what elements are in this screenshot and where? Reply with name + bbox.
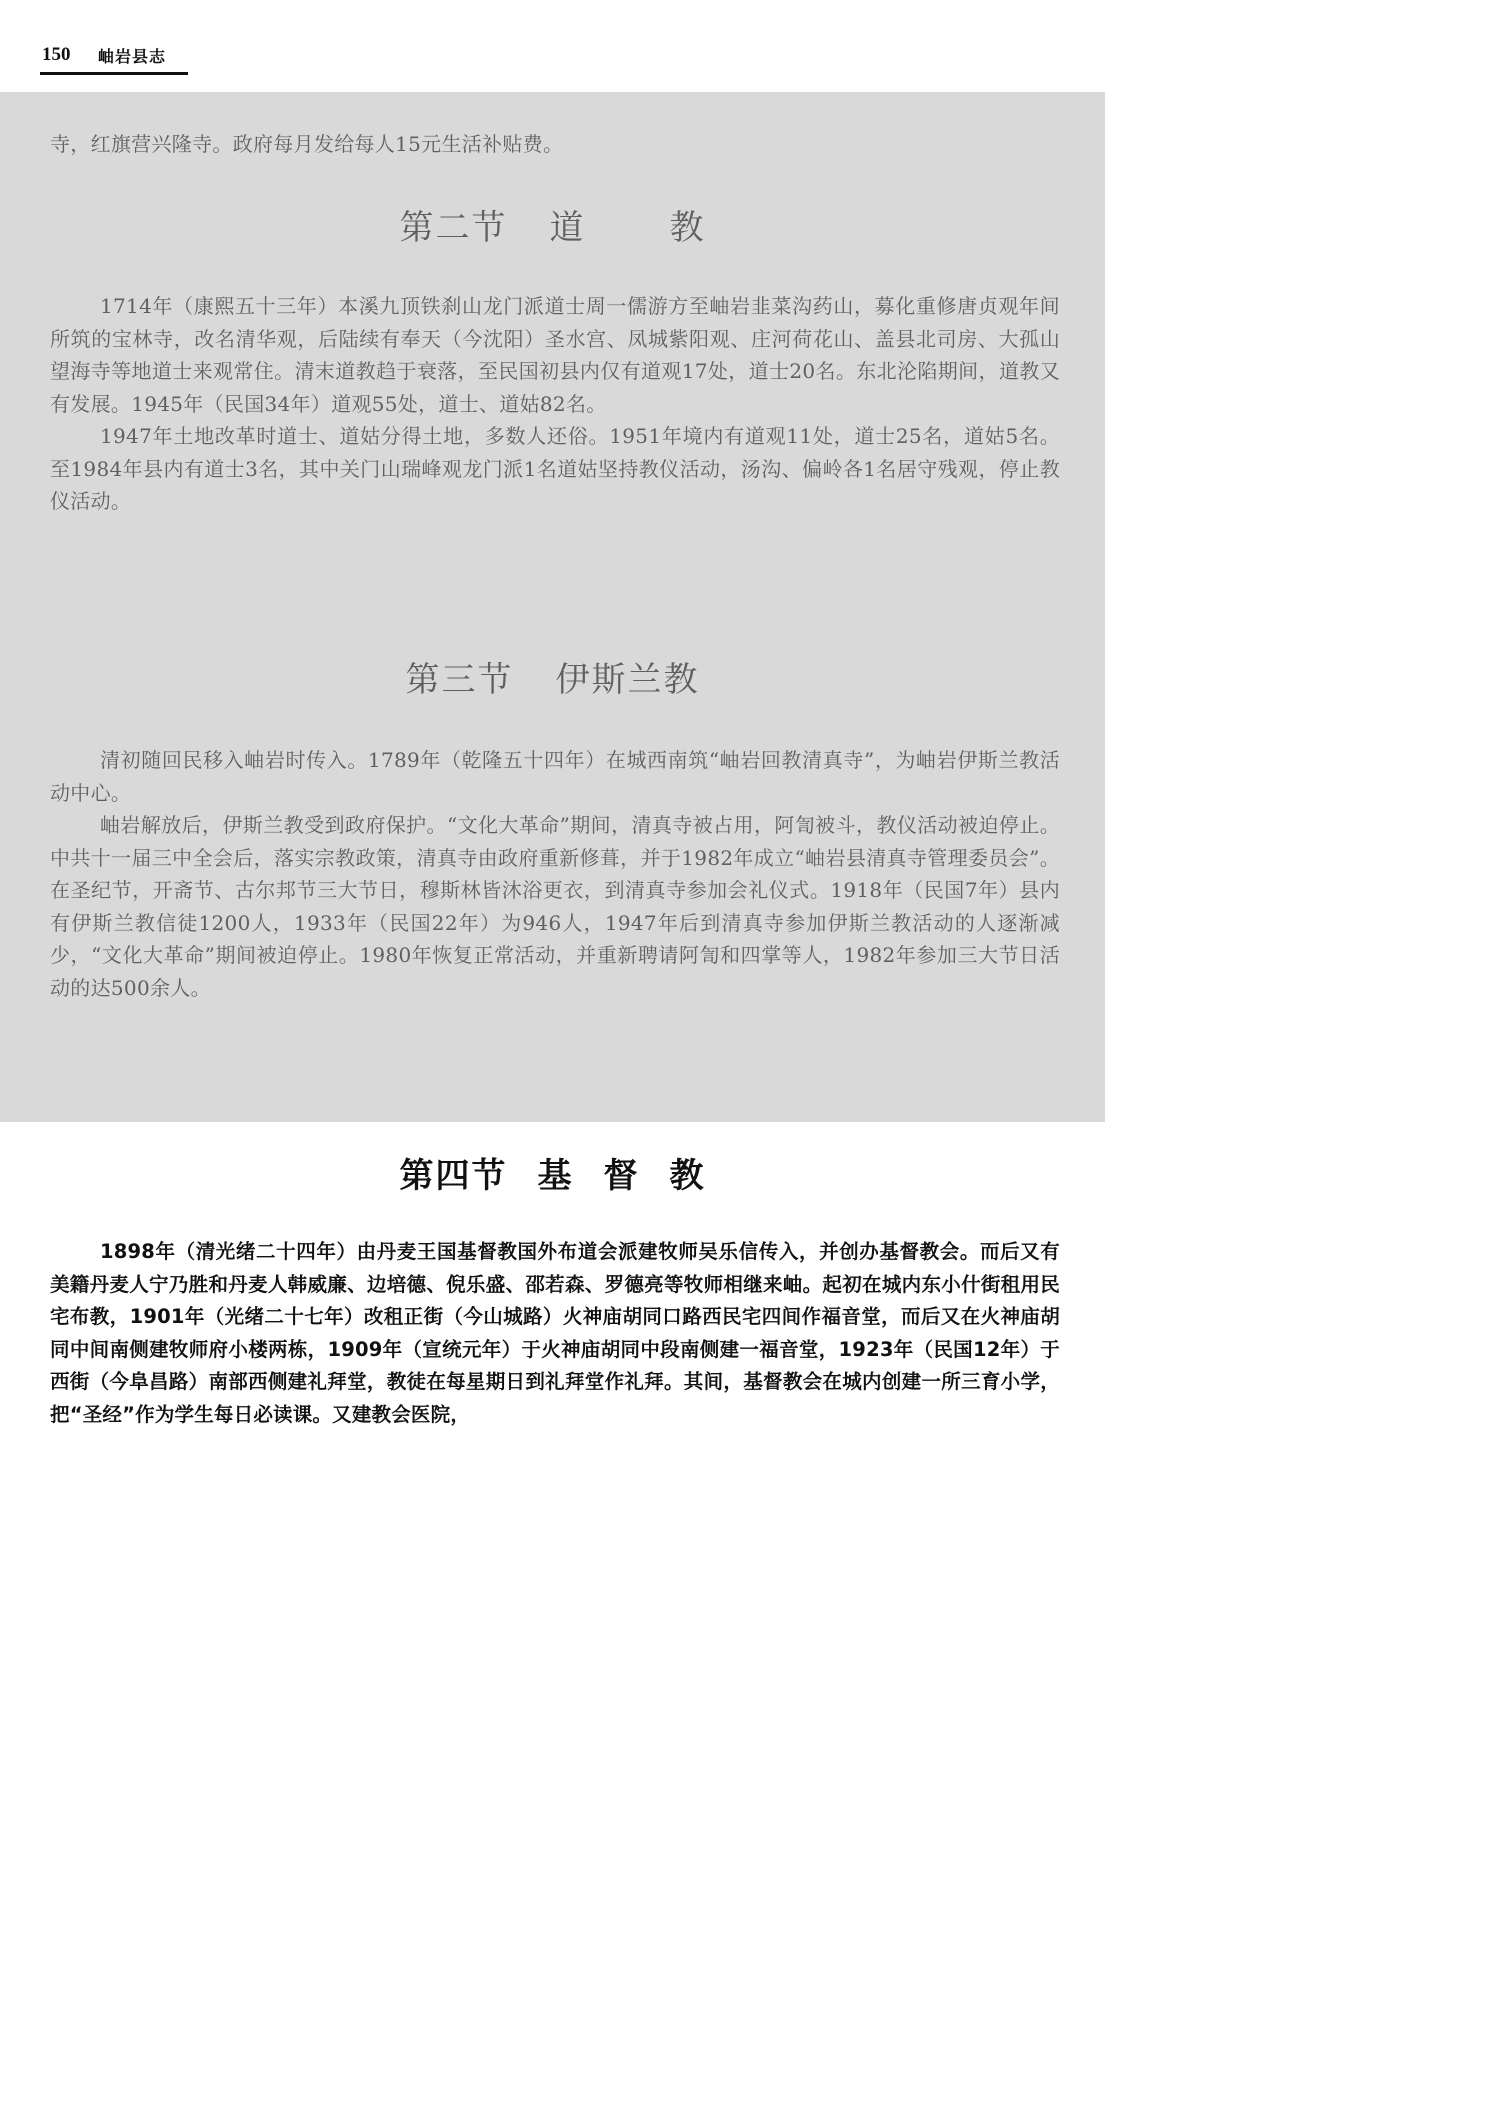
lead-paragraph-block xyxy=(50,128,1060,161)
section2-heading-char: 教 xyxy=(669,208,706,248)
page-number: 150 xyxy=(42,44,71,65)
section4-heading xyxy=(0,1148,1105,1197)
section3-heading-title: 伊斯兰教 xyxy=(555,660,700,700)
section3-heading-prefix: 第三节 xyxy=(405,660,514,700)
section2-heading-prefix: 第二节 xyxy=(399,208,508,248)
book-title: 岫岩县志 xyxy=(98,47,167,66)
section2-heading-char: 道 xyxy=(549,208,586,248)
lead-paragraph: 寺，红旗营兴隆寺。政府每月发给每人15元生活补贴费。 xyxy=(50,132,564,156)
running-header xyxy=(40,42,188,75)
section4-heading-char: 基 xyxy=(537,1156,574,1196)
section2-body xyxy=(50,290,1060,518)
section2-heading xyxy=(0,200,1105,249)
section2-paragraph: 1947年土地改革时道士、道姑分得土地，多数人还俗。1951年境内有道观11处，道士25名，道姑5名。至1984年县内有道士3名，其中关门山瑞峰观龙门派1名道姑坚持教仪活动，汤沟、偏岭各1名居守残观，停止教仪活动。 xyxy=(50,424,1060,513)
section4-heading-char: 督 xyxy=(603,1156,640,1196)
section3-paragraph: 岫岩解放后，伊斯兰教受到政府保护。“文化大革命”期间，清真寺被占用，阿訇被斗，教仪活动被迫停止。中共十一届三中全会后，落实宗教政策，清真寺由政府重新修葺，并于1982年成立“岫岩县清真寺管理委员会”。在圣纪节，开斋节、古尔邦节三大节日，穆斯林皆沐浴更衣，到清真寺参加会礼仪式。1918年（民国7年）县内有伊斯兰教信徒1200人，1933年（民国22年）为946人，1947年后到清真寺参加伊斯兰教活动的人逐渐减少，“文化大革命”期间被迫停止。1980年恢复正常活动，并重新聘请阿訇和四掌等人，1982年参加三大节日活动的达500余人。 xyxy=(50,813,1060,1000)
section4-body xyxy=(50,1236,1060,1431)
section4-heading-char: 教 xyxy=(669,1156,706,1196)
section4-paragraph: 1898年（清光绪二十四年）由丹麦王国基督教国外布道会派建牧师吴乐信传入，并创办基督教会。而后又有美籍丹麦人宁乃胜和丹麦人韩威廉、边培德、倪乐盛、邵若森、罗德亮等牧师相继来岫。起初在城内东小什街租用民宅布教，1901年（光绪二十七年）改租正街（今山城路）火神庙胡同口路西民宅四间作福音堂，而后又在火神庙胡同中间南侧建牧师府小楼两栋，1909年（宣统元年）于火神庙胡同中段南侧建一福音堂，1923年（民国12年）于西街（今阜昌路）南部西侧建礼拜堂，教徒在每星期日到礼拜堂作礼拜。其间，基督教会在城内创建一所三育小学，把“圣经”作为学生每日必读课。又建教会医院， xyxy=(50,1240,1060,1426)
section3-heading xyxy=(0,652,1105,701)
section2-paragraph: 1714年（康熙五十三年）本溪九顶铁刹山龙门派道士周一儒游方至岫岩韭菜沟药山，募化重修唐贞观年间所筑的宝林寺，改名清华观，后陆续有奉天（今沈阳）圣水宫、凤城紫阳观、庄河荷花山、盖县北司房、大孤山望海寺等地道士来观常住。清末道教趋于衰落，至民国初县内仅有道观17处，道士20名。东北沦陷期间，道教又有发展。1945年（民国34年）道观55处，道士、道姑82名。 xyxy=(50,294,1060,416)
shaded-region xyxy=(0,92,1105,1122)
section3-body xyxy=(50,744,1060,1004)
section3-paragraph: 清初随回民移入岫岩时传入。1789年（乾隆五十四年）在城西南筑“岫岩回教清真寺”，为岫岩伊斯兰教活动中心。 xyxy=(50,748,1060,805)
section4-heading-prefix: 第四节 xyxy=(399,1156,508,1196)
